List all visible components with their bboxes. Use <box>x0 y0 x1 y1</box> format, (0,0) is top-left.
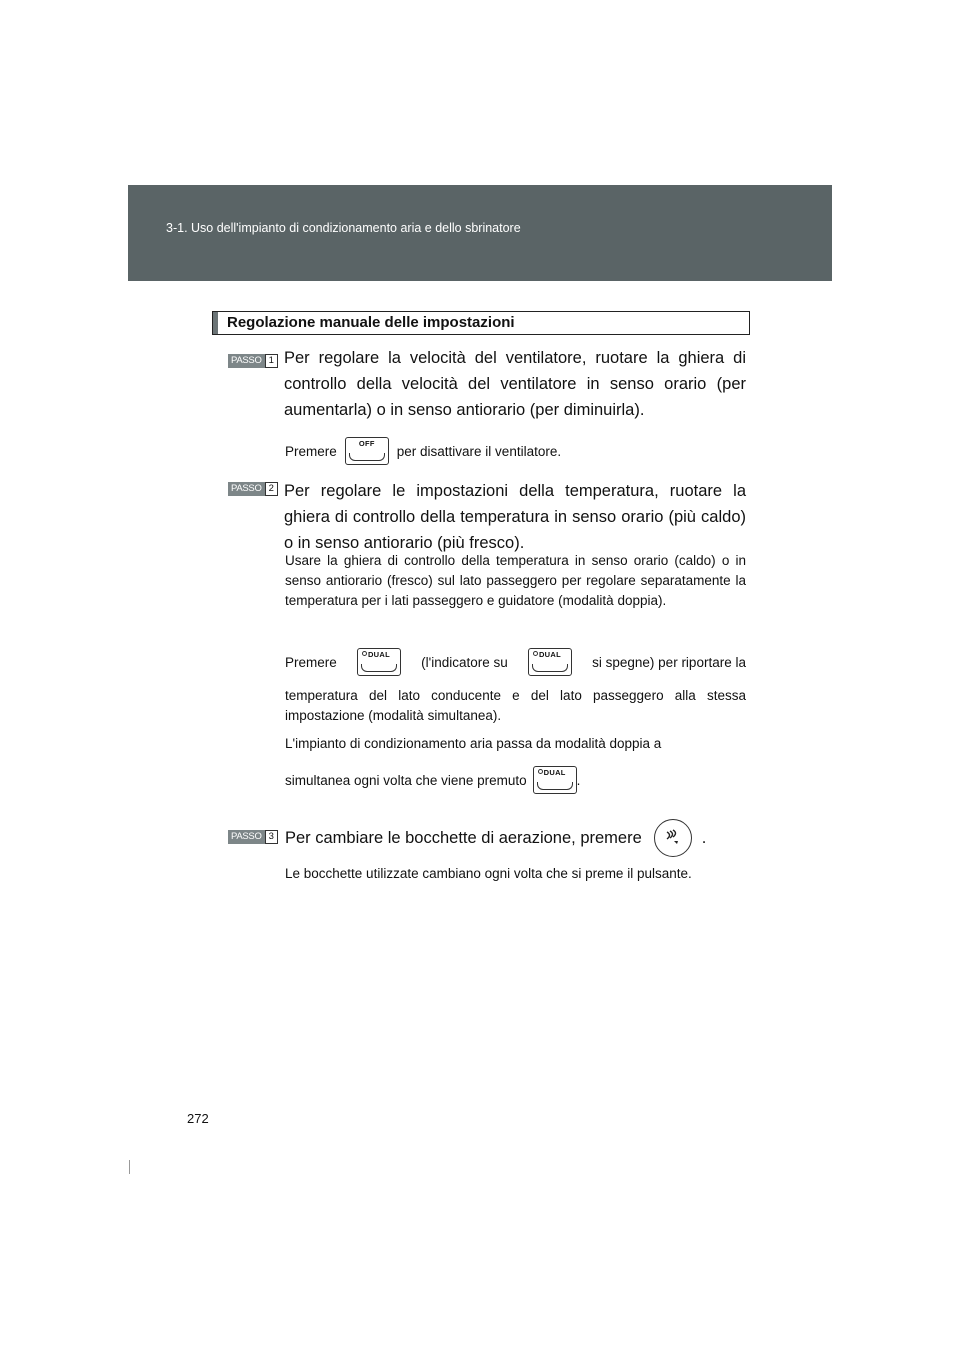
step-1-badge: PASSO 1 <box>228 354 278 368</box>
chapter-breadcrumb: 3-1. Uso dell'impianto di condizionamento aria e dello sbrinatore <box>166 221 521 235</box>
dual-button-icon: DUAL <box>357 648 401 676</box>
step-2-note-dual-mode: Usare la ghiera di controllo della temperatura in senso orario (caldo) o in senso antiorario (fresco) sul lato passeggero per regolare separatamente la temperatura per i lati passeggero e guidatore (modalità doppia). <box>285 553 746 608</box>
step-3-badge: PASSO 3 <box>228 830 278 844</box>
step-2-badge: PASSO 2 <box>228 482 278 496</box>
section-heading <box>212 311 750 335</box>
step-2-note-press-dual: Premere DUAL (l'indicatore su DUAL si spegne) per riportare la <box>285 648 746 676</box>
dual-button-icon: DUAL <box>528 648 572 676</box>
step-2-note-toggle-cont: simultanea ogni volta che viene premuto DUAL . <box>285 766 746 794</box>
step-1-note: Premere OFF per disattivare il ventilatore. <box>285 437 746 465</box>
step-3-text: Per cambiare le bocchette di aerazione, premere . <box>285 819 746 857</box>
step-3-note: Le bocchette utilizzate cambiano ogni volta che si preme il pulsante. <box>285 866 692 881</box>
page-number: 272 <box>187 1111 209 1126</box>
step-2-note-toggle: L'impianto di condizionamento aria passa da modalità doppia a <box>285 736 662 751</box>
step-1-text: Per regolare la velocità del ventilatore, ruotare la ghiera di controllo della velocità del ventilatore in senso orario (per aumentarla) o in senso antiorario (per diminuirla). <box>284 349 746 419</box>
step-2-note-simultaneous: temperatura del lato conducente e del lato passeggero alla stessa impostazione (modalità simultanea). <box>285 688 746 723</box>
section-heading-bar <box>213 312 218 334</box>
off-button-icon: OFF <box>345 437 389 465</box>
step-2-text: Per regolare le impostazioni della temperatura, ruotare la ghiera di controllo della temperatura in senso orario (più caldo) o in senso antiorario (più fresco). <box>284 482 746 552</box>
chapter-header <box>128 185 832 281</box>
dual-button-icon: DUAL <box>533 766 577 794</box>
section-title: Regolazione manuale delle impostazioni <box>227 314 515 331</box>
margin-tick <box>129 1160 130 1174</box>
air-outlet-mode-button-icon <box>654 819 692 857</box>
